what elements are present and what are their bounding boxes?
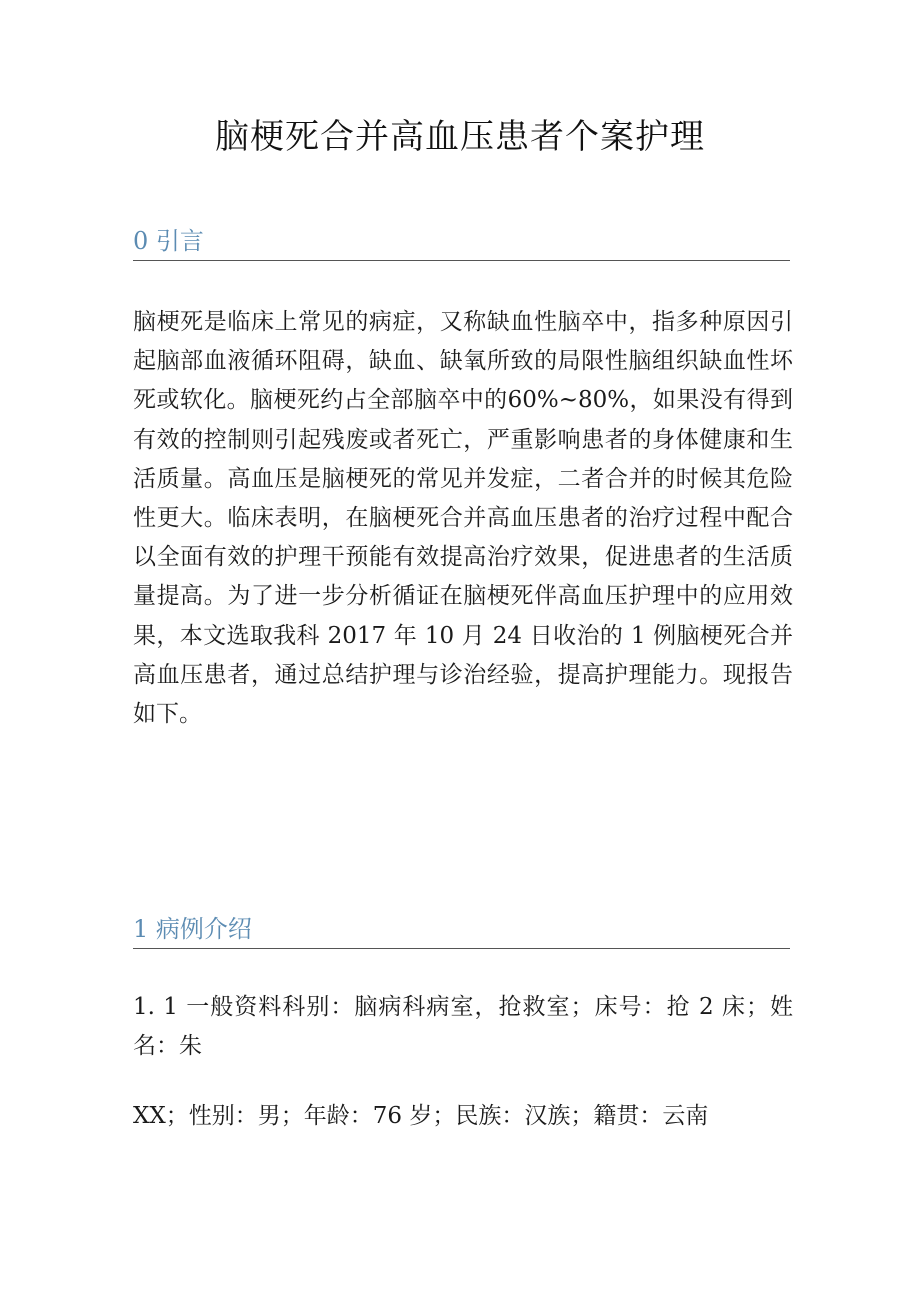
introduction-paragraph: 脑梗死是临床上常见的病症，又称缺血性脑卒中，指多种原因引起脑部血液循环阻碍，缺血、缺氧所致的局限性脑组织缺血性坏死或软化。脑梗死约占全部脑卒中的60%~80%，如果没有得到有效的控制则引起残废或者死亡，严重影响患者的身体健康和生活质量。高血压是脑梗死的常见并发症，二者合并的时候其危险性更大。临床表明，在脑梗死合并高血压患者的治疗过程中配合以全面有效的护理干预能有效提高治疗效果，促进患者的生活质量提高。为了进一步分析循证在脑梗死伴高血压护理中的应用效果，本文选取我科 2017 年 10 月 24 日收治的 1 例脑梗死合并高血压患者，通过总结护理与诊治经验，提高护理能力。现报告如下。 [133, 309, 793, 728]
case-general-info-paragraph: 1. 1 一般资料科别：脑病科病室，抢救室；床号：抢 2 床；姓名：朱 [133, 994, 793, 1060]
case-patient-info-paragraph: XX；性别：男；年龄：76 岁；民族：汉族；籍贯：云南 [133, 1103, 709, 1129]
section-heading-introduction: 0 引言 [133, 224, 790, 261]
section-heading-case-introduction: 1 病例介绍 [133, 912, 790, 949]
document-title: 脑梗死合并高血压患者个案护理 [215, 117, 705, 157]
